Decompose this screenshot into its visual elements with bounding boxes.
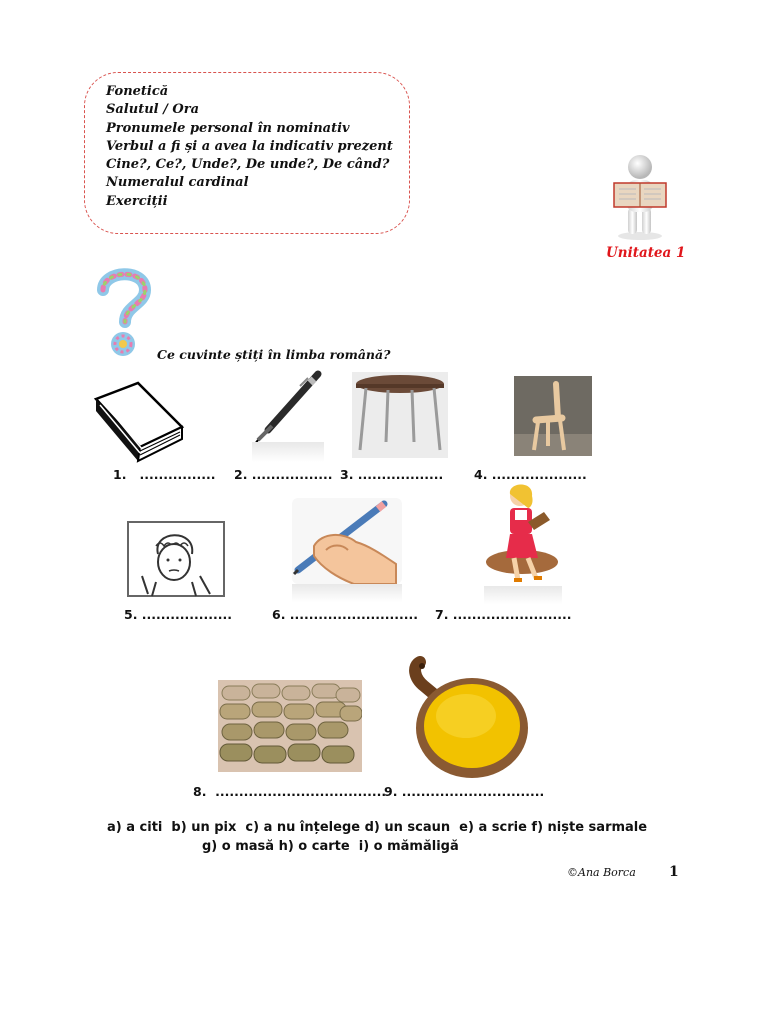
blank-6[interactable]: 6. ........................... <box>272 607 419 622</box>
unit-title: Unitatea 1 <box>606 245 686 261</box>
topic-item: Pronumele personal în nominativ <box>106 120 350 136</box>
pen-icon <box>252 368 324 462</box>
blank-3[interactable]: 3. .................. <box>340 467 444 482</box>
blank-9[interactable]: 9. .............................. <box>384 784 545 799</box>
copyright: ©Ana Borca <box>567 866 636 879</box>
topics-list <box>106 83 393 211</box>
answer-bank-line-2: g) o masă h) o carte i) o mămăligă <box>202 839 459 854</box>
confused-person-icon <box>126 520 226 598</box>
blank-2[interactable]: 2. ................. <box>234 467 333 482</box>
answer-bank-line-1: a) a citi b) un pix c) a nu înțelege d) un scaun e) a scrie f) niște sarmale <box>107 820 648 835</box>
topic-item: Salutul / Ora <box>106 102 199 118</box>
exercise-question: Ce cuvinte știți în limba română? <box>157 347 391 362</box>
blank-1[interactable]: 1. ................ <box>113 467 216 482</box>
blank-7[interactable]: 7. ......................... <box>435 607 572 622</box>
table-icon <box>352 372 448 458</box>
topic-item: Exerciții <box>106 193 168 209</box>
writing-hand-icon <box>292 498 402 602</box>
book-icon <box>90 377 188 465</box>
sarmale-icon <box>218 680 362 772</box>
topic-item: Verbul a fi și a avea la indicativ prezent <box>106 138 393 154</box>
reading-girl-icon <box>484 482 562 604</box>
mamaliga-icon <box>408 656 528 780</box>
chair-icon <box>514 376 592 456</box>
blank-4[interactable]: 4. .................... <box>474 467 587 482</box>
reading-figure-icon <box>604 150 676 242</box>
blank-5[interactable]: 5. ................... <box>124 607 233 622</box>
topic-item: Numeralul cardinal <box>106 175 249 191</box>
blank-8[interactable]: 8. .................................... <box>193 784 387 799</box>
question-mark-icon <box>93 266 155 360</box>
topic-item: Cine?, Ce?, Unde?, De unde?, De când? <box>106 157 390 173</box>
topic-item: Fonetică <box>106 84 169 99</box>
page-number: 1 <box>669 864 679 880</box>
